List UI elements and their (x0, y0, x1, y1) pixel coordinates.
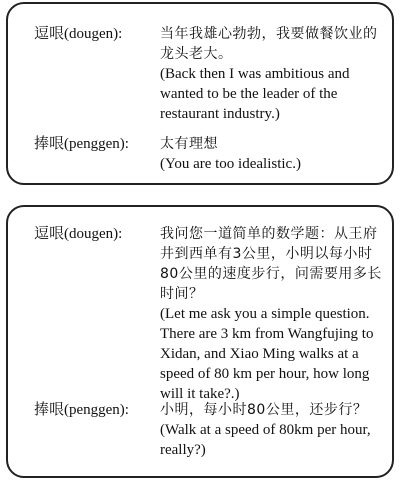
speaker-label: 捧哏(penggen): (34, 136, 129, 152)
utterance-chinese: 小明，每小时80公里，还步行？ (160, 402, 368, 418)
speaker-label: 逗哏(dougen): (34, 26, 123, 42)
utterance (160, 400, 382, 460)
utterance (160, 224, 382, 404)
dialogue-box-1 (6, 2, 394, 185)
utterance (160, 134, 382, 174)
utterance-chinese: 当年我雄心勃勃，我要做餐饮业的龙头老大。 (160, 26, 378, 62)
utterance-chinese: 太有理想 (160, 136, 218, 152)
utterance-english: (Back then I was ambitious and wanted to be the leader of the restaurant industry.) (160, 66, 350, 122)
speaker-label: 逗哏(dougen): (34, 226, 123, 242)
utterance-chinese: 我问您一道简单的数学题：从王府井到西单有3公里，小明以每小时80公里的速度步行，问需要用多长时间？ (160, 226, 382, 302)
utterance-english: (Walk at a speed of 80km per hour, really?) (160, 422, 371, 458)
dialogue-box-2 (6, 205, 394, 478)
utterance (160, 24, 382, 124)
utterance-english: (You are too idealistic.) (160, 156, 301, 172)
utterance-english: (Let me ask you a simple question. There are 3 km from Wangfujing to Xidan, and Xiao Ming walks at a speed of 80 km per hour, how long will it take?.) (160, 306, 374, 402)
speaker-label: 捧哏(penggen): (34, 402, 129, 418)
